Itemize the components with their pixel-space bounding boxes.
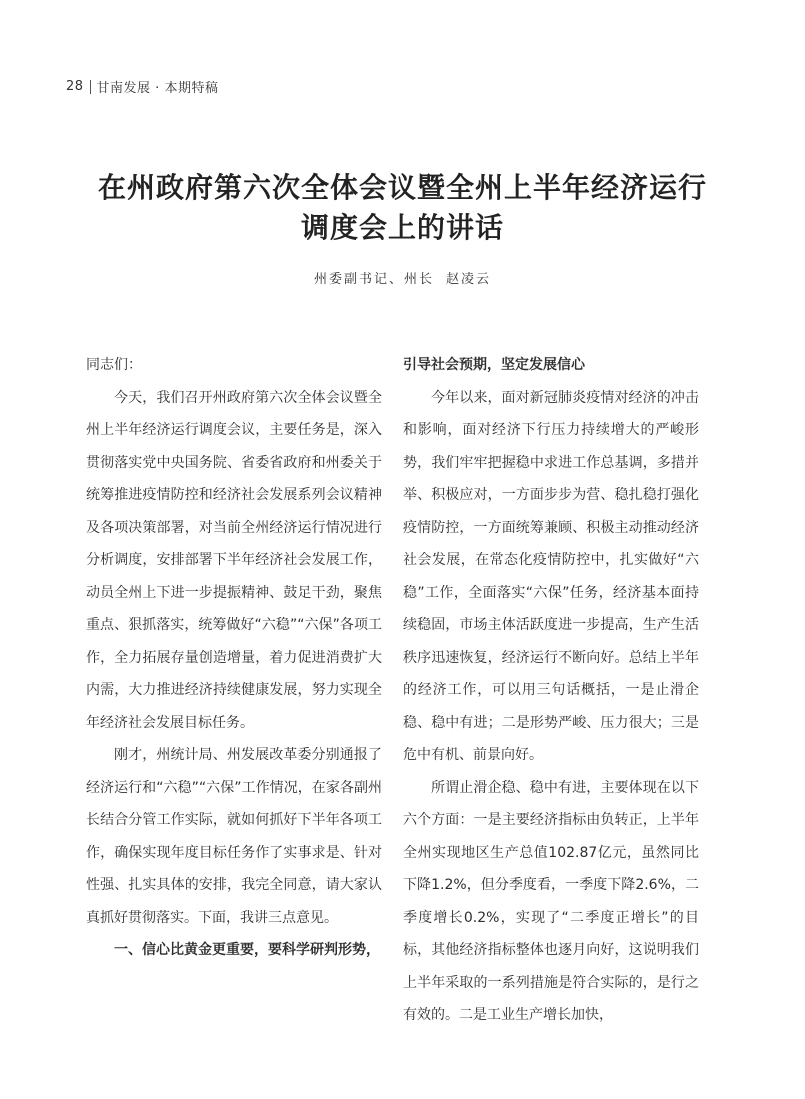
section-heading: 一、信心比黄金更重要，要科学研判形势， <box>114 942 380 958</box>
page-number: 28 <box>66 79 84 94</box>
byline <box>0 268 805 287</box>
right-column <box>403 349 699 1032</box>
section-title: 甘南发展 · 本期特稿 <box>96 81 219 96</box>
paragraph: 今天，我们召开州政府第六次全体会议暨全州上半年经济运行调度会议，主要任务是，深入贯彻落实党中央国务院、省委省政府和州委关于统筹推进疫情防控和经济社会发展系列会议精神及各项决策部署，对当前全州经济运行情况进行分析调度，安排部署下半年经济社会发展工作，动员全州上下进一步提振精神、鼓足干劲，聚焦重点、狠抓落实，统筹做好“六稳”“六保”各项工作，全力拓展存量创造增量，着力促进消费扩大内需，大力推进经济持续健康发展，努力实现全年经济社会发展目标任务。 <box>86 389 382 731</box>
title-line-1: 在州政府第六次全体会议暨全州上半年经济运行 <box>97 171 707 204</box>
running-head <box>66 77 218 96</box>
paragraph: 所谓止滑企稳、稳中有进，主要体现在以下六个方面：一是主要经济指标由负转正，上半年全州实现地区生产总值102.87亿元，虽然同比下降1.2%，但分季度看，一季度下降2.6%，二季度增长0.2%，实现了“二季度正增长”的目标，其他经济指标整体也逐月向好，这说明我们上半年采取的一系列措施是符合实际的，是行之有效的。二是工业生产增长加快， <box>403 779 699 1023</box>
section-heading-continued: 引导社会预期，坚定发展信心 <box>403 357 585 373</box>
article-title <box>0 168 805 248</box>
left-column <box>86 349 382 967</box>
author-name: 赵凌云 <box>446 272 492 287</box>
paragraph: 今年以来，面对新冠肺炎疫情对经济的冲击和影响，面对经济下行压力持续增大的严峻形势，我们牢牢把握稳中求进工作总基调，多措并举、积极应对，一方面步步为营、稳扎稳打强化疫情防控，一方面统筹兼顾、积极主动推动经济社会发展，在常态化疫情防控中，扎实做好“六稳”工作，全面落实“六保”任务，经济基本面持续稳固，市场主体活跃度进一步提高，生产生活秩序迅速恢复，经济运行不断向好。总结上半年的经济工作，可以用三句话概括，一是止滑企稳、稳中有进；二是形势严峻、压力很大；三是危中有机、前景向好。 <box>403 389 699 763</box>
title-line-2: 调度会上的讲话 <box>300 211 504 244</box>
paragraph: 刚才，州统计局、州发展改革委分别通报了经济运行和“六稳”“六保”工作情况，在家各副州长结合分管工作实际，就如何抓好下半年各项工作，确保实现年度目标任务作了实事求是、针对性强、扎实具体的安排，我完全同意，请大家认真抓好贯彻落实。下面，我讲三点意见。 <box>86 747 382 926</box>
header-divider <box>90 80 91 94</box>
author-role: 州委副书记、州长 <box>313 272 434 287</box>
salutation: 同志们： <box>86 357 142 373</box>
